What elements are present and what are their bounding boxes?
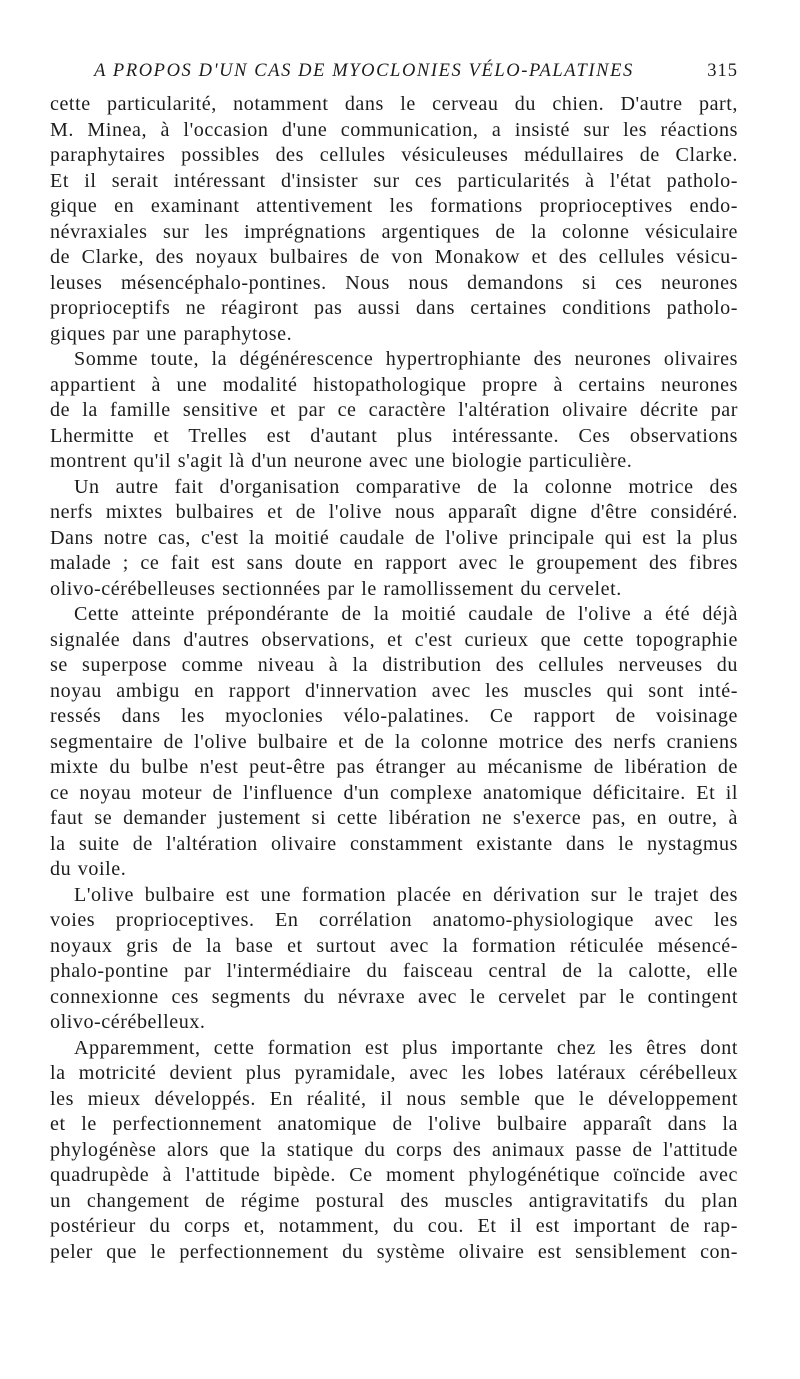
text-line: proprioceptifs ne réagiront pas aussi dans certaines conditions patholo- [50, 297, 738, 319]
text-line: postérieur du corps et, notamment, du cou. Et il est important de rap- [50, 1215, 738, 1237]
text-line: noyaux gris de la base et surtout avec la formation réticulée mésencé- [50, 934, 738, 957]
text-line: malade ; ce fait est sans doute en rapport avec le groupement des fibres [50, 552, 738, 574]
paragraph-2 [50, 347, 738, 475]
text-line: Dans notre cas, c'est la moitié caudale de l'olive principale qui est la plus [50, 526, 738, 549]
text-line: Cette atteinte prépondérante de la moitié caudale de l'olive a été déjà [74, 603, 738, 625]
paragraph-5 [50, 883, 738, 1036]
text-line: un changement de régime postural des muscles antigravitatifs du plan [50, 1189, 738, 1212]
text-line: se superpose comme niveau à la distribution des cellules nerveuses du [50, 654, 738, 676]
text-line: de la famille sensitive et par ce caractère l'altération olivaire décrite par [50, 399, 738, 421]
text-line: quadrupède à l'attitude bipède. Ce moment phylogénétique coïncide avec [50, 1164, 738, 1186]
running-header-title: A PROPOS D'UN CAS DE MYOCLONIES VÉLO-PALATINES [94, 61, 634, 81]
text-line: Lhermitte et Trelles est d'autant plus intéressante. Ces observations [50, 424, 738, 447]
text-line: la suite de l'altération olivaire constamment existante dans le nystagmus [50, 832, 738, 855]
text-line: Et il serait intéressant d'insister sur ces particularités à l'état patholo- [50, 169, 738, 192]
text-line: peler que le perfectionnement du système olivaire est sensiblement con- [50, 1240, 738, 1263]
text-line: nerfs mixtes bulbaires et de l'olive nous apparaît digne d'être considéré. [50, 501, 738, 523]
paragraph-3 [50, 475, 738, 603]
paragraph-4 [50, 602, 738, 883]
text-line: olivo-cérébelleuses sectionnées par le ramollissement du cervelet. [50, 577, 622, 600]
text-line: Un autre fait d'organisation comparative de la colonne motrice des [74, 475, 738, 498]
text-line: L'olive bulbaire est une formation placée en dérivation sur le trajet des [74, 883, 738, 906]
text-line: Somme toute, la dégénérescence hypertrophiante des neurones olivaires [74, 348, 738, 370]
text-line: connexionne ces segments du névraxe avec le cervelet par le contingent [50, 985, 738, 1008]
text-line: les mieux développés. En réalité, il nous semble que le développement [50, 1087, 738, 1110]
text-line: voies proprioceptives. En corrélation anatomo-physiologique avec les [50, 909, 738, 931]
text-line: névraxiales sur les imprégnations argentiques de la colonne vésiculaire [50, 220, 738, 243]
text-line: paraphytaires possibles des cellules vésiculeuses médullaires de Clarke. [50, 144, 738, 166]
text-line: phalo-pontine par l'intermédiaire du faisceau central de la calotte, elle [50, 960, 738, 982]
text-line: ce noyau moteur de l'influence d'un complexe anatomique déficitaire. Et il [50, 781, 738, 804]
running-header [50, 61, 738, 87]
text-line: montrent qu'il s'agit là d'un neurone avec une biologie particulière. [50, 450, 633, 472]
page-number: 315 [707, 61, 738, 81]
text-line: signalée dans d'autres observations, et c'est curieux que cette topographie [50, 628, 738, 651]
text-line: Apparemment, cette formation est plus importante chez les êtres dont [74, 1036, 738, 1059]
text-line: gique en examinant attentivement les formations proprioceptives endo- [50, 195, 738, 217]
text-line: segmentaire de l'olive bulbaire et de la colonne motrice des nerfs craniens [50, 730, 738, 753]
paragraph-1 [50, 92, 738, 347]
text-line: mixte du bulbe n'est peut-être pas étranger au mécanisme de libération de [50, 756, 738, 778]
text-line: et le perfectionnement anatomique de l'olive bulbaire apparaît dans la [50, 1113, 738, 1135]
text-line: olivo-cérébelleux. [50, 1011, 206, 1033]
text-line: noyau ambigu en rapport d'innervation avec les muscles qui sont inté- [50, 679, 738, 702]
text-line: cette particularité, notamment dans le cerveau du chien. D'autre part, [50, 93, 738, 115]
text-line: M. Minea, à l'occasion d'une communication, a insisté sur les réactions [50, 118, 738, 141]
text-line: giques par une paraphytose. [50, 322, 293, 345]
text-line: du voile. [50, 858, 127, 880]
text-line: leuses mésencéphalo-pontines. Nous nous demandons si ces neurones [50, 271, 738, 294]
paragraph-6 [50, 1036, 738, 1266]
text-line: appartient à une modalité histopathologique propre à certains neurones [50, 373, 738, 396]
text-line: ressés dans les myoclonies vélo-palatines. Ce rapport de voisinage [50, 705, 738, 727]
text-line: phylogénèse alors que la statique du corps des animaux passe de l'attitude [50, 1138, 738, 1161]
text-line: de Clarke, des noyaux bulbaires de von Monakow et des cellules vésicu- [50, 246, 738, 268]
body-text [50, 92, 738, 1265]
text-line: faut se demander justement si cette libération ne s'exerce pas, en outre, à [50, 807, 738, 829]
text-line: la motricité devient plus pyramidale, avec les lobes latéraux cérébelleux [50, 1062, 738, 1084]
